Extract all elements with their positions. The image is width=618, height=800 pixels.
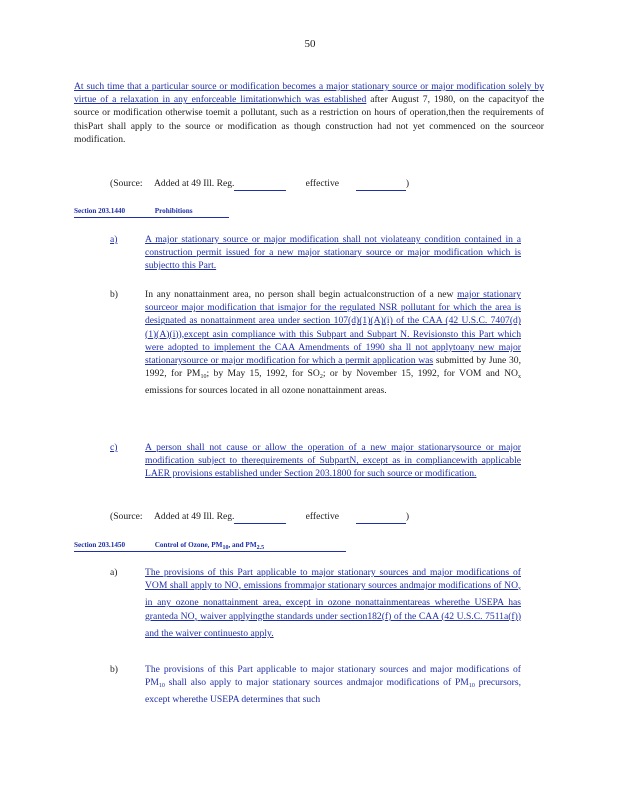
source-note: (Source: Added at 49 Ill. Reg. effective ) <box>110 178 410 189</box>
item-1440-c: A person shall not cause or allow the operation of a new major stationarysource or major modification subject to therequirements of SubpartN, except as in compliancewith applicable LAER provisions established under Section 203.1800 for such source or modification. <box>145 442 521 480</box>
section-1440-heading <box>74 207 193 215</box>
page-number: 50 <box>304 38 316 50</box>
effective-blank <box>356 510 406 524</box>
item-1440-a: A major stationary source or major modification shall not violateany condition contained in a construction permit issued for a new major stationary source or major modification which is subjectto this Part. <box>145 234 521 272</box>
item-1440-b: In any nonattainment area, no person shall begin actualconstruction of a new major stationary sourceor major modification that ismajor for the regulated NSR pollutant for which the area is designated as nonattainment area under section 107(d)(1)(A)(i) of the CAA (42 U.S.C. 7407(d)(1)(A)(i)),except asin compliance with this Subpart and Subpart N. Revisionsto this Part which were adopted to implement the CAA Amendments of 1990 sha ll not applytoany new major stationarysource or major modification for which a permit application was submitted by June 30, 1992, for $PM_{10}$; by May 15, 1992, for $SO_2$; or by November 15, 1992, for VOM and $NO_x$ emissions for sources located in all ozone nonattainment areas. <box>145 289 522 397</box>
section-1450-heading <box>74 541 264 551</box>
item-label: c) <box>110 442 118 453</box>
reg-blank <box>234 510 286 524</box>
section-number: Section 203.1450 <box>74 541 126 549</box>
section-underline <box>74 551 346 552</box>
section-title: Control of Ozone, $PM_{10}$, and $PM_{2.5}$ <box>154 541 265 551</box>
intro-paragraph <box>74 80 544 146</box>
item-label: a) <box>110 567 118 578</box>
section-number: Section 203.1440 <box>74 207 126 215</box>
intro-inserted-text: At such time that a particular source or modification becomes a major stationary source or major modification solely by virtue of a relaxation in any enforceable limitationwhich was established <box>74 81 544 106</box>
reg-blank <box>234 177 286 191</box>
item-label: b) <box>110 664 118 675</box>
section-title: Prohibitions <box>154 207 193 215</box>
section-underline <box>74 217 229 218</box>
item-1450-a: The provisions of this Part applicable to major stationary sources and major modifications of VOM shall apply to $NO_x$ emissions frommajor stationary sources andmajor modifications of $NO_x$ in any ozone nonattainment area, except in ozone nonattainmentareas wherethe USEPA has granteda $NO_x$ waiver applyingthe standards under section182(f) of the CAA (42 U.S.C. 7511a(f)) and the waiver continuesto apply. <box>145 567 522 639</box>
intro-existing-text: after August 7, 1980, on the capacityof the source or modification otherwise toemit a pollutant, such as a restriction on hours of operation,then the requirements of thisPart shall apply to the source or modification as though construction had not yet commenced on the sourceor modification. <box>74 94 544 145</box>
effective-blank <box>356 177 406 191</box>
source-note: (Source: Added at 49 Ill. Reg. effective ) <box>110 511 410 522</box>
item-label: b) <box>110 289 118 300</box>
item-label: a) <box>110 234 118 245</box>
item-1450-b: The provisions of this Part applicable to major stationary sources and major modifications of $PM_{10}$ shall also apply to major stationary sources andmajor modifications of $PM_{10}$ precursors, except wherethe USEPA determines that such <box>145 664 521 706</box>
